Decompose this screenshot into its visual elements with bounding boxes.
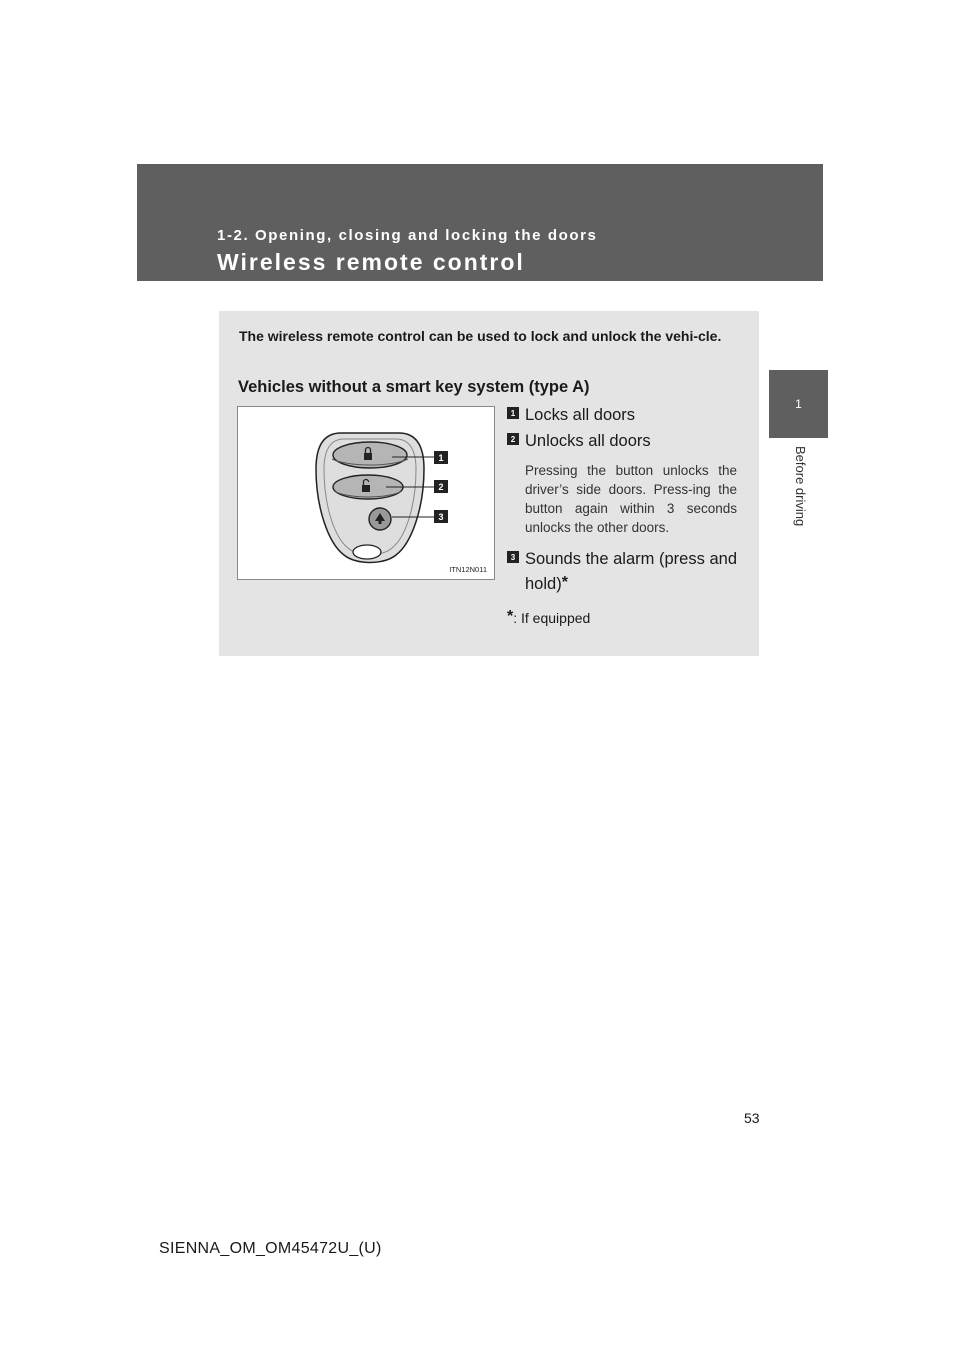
svg-text:1: 1 [438,453,444,463]
footnote-star: * [507,608,514,625]
item-text [525,547,737,596]
chapter-header [137,164,823,281]
item-text: Locks all doors [525,406,636,424]
document-code: SIENNA_OM_OM45472U_(U) [159,1240,382,1257]
lock-button[interactable] [332,442,408,468]
page-number: 53 [744,1110,760,1126]
item-list [507,403,737,626]
callout-1 [434,451,448,464]
content-box [219,311,759,656]
item-note: Pressing the button unlocks the driver’s side doors. Press-ing the button again within 3 seconds unlocks the other doors. [525,463,737,535]
item-number-badge: 3 [507,551,519,563]
footnote [507,608,737,626]
list-item [507,403,737,427]
chapter-label: Before driving [793,446,808,527]
section-heading: Vehicles without a smart key system (type A) [238,378,590,396]
breadcrumb: 1-2. Opening, closing and locking the doors [217,227,598,244]
panic-button[interactable] [369,508,391,530]
page-title: Wireless remote control [217,249,525,275]
item-text-content: Sounds the alarm (press and hold) [525,550,737,593]
chapter-number: 1 [795,397,802,411]
item-text: Unlocks all doors [525,432,651,450]
svg-text:3: 3 [438,512,444,522]
list-item [507,547,737,596]
chapter-tab[interactable] [769,370,828,438]
remote-key-illustration [238,407,494,579]
list-item [507,429,737,453]
callout-3 [434,510,448,523]
intro-text: The wireless remote control can be used to lock and unlock the vehi-cle. [239,328,722,344]
figure-code: ITN12N011 [449,565,487,574]
remote-figure [237,406,495,580]
footnote-text: : If equipped [513,610,591,626]
item-number-badge: 1 [507,407,519,419]
svg-text:2: 2 [438,482,444,492]
callout-2 [434,480,448,493]
footnote-marker: * [561,574,568,591]
item-number-badge: 2 [507,433,519,445]
